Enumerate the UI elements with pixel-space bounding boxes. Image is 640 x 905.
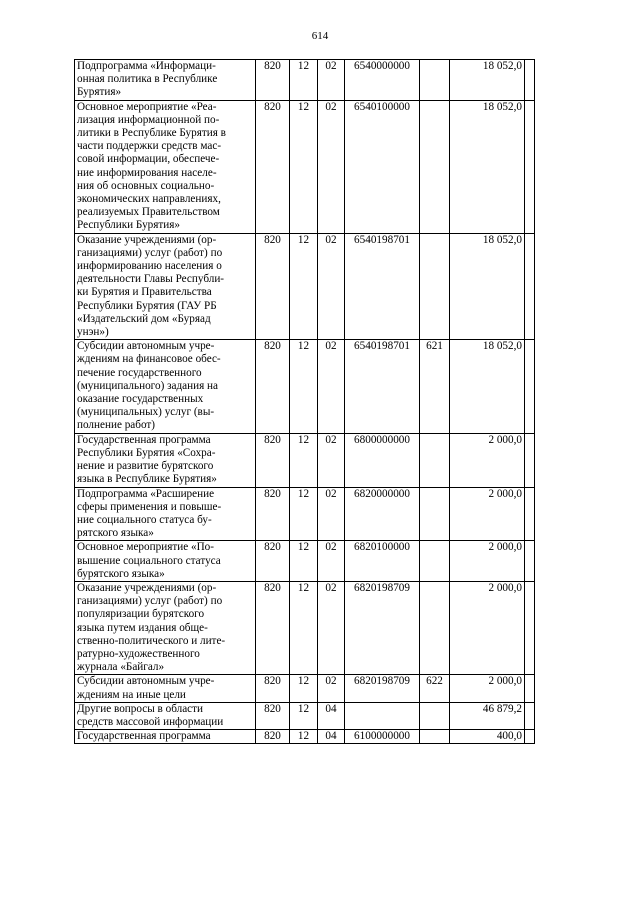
section-cell: 12 [290,340,318,433]
subsection-cell: 02 [318,433,345,487]
amount-cell: 2 000,0 [450,541,525,582]
spacer-cell [525,60,535,101]
target-article-cell [345,702,420,729]
table-row [75,233,535,340]
grbs-cell: 820 [256,433,290,487]
grbs-cell: 820 [256,233,290,340]
subsection-cell: 02 [318,541,345,582]
spacer-cell [525,340,535,433]
target-article-cell: 6820198709 [345,675,420,702]
section-cell: 12 [290,487,318,541]
grbs-cell: 820 [256,702,290,729]
section-cell: 12 [290,100,318,233]
table-row [75,433,535,487]
section-cell: 12 [290,60,318,101]
expense-type-cell [420,730,450,744]
expense-type-cell [420,581,450,674]
subsection-cell: 02 [318,233,345,340]
expense-type-cell [420,100,450,233]
amount-cell: 18 052,0 [450,100,525,233]
table-row [75,340,535,433]
spacer-cell [525,675,535,702]
grbs-cell: 820 [256,60,290,101]
grbs-cell: 820 [256,675,290,702]
section-cell: 12 [290,702,318,729]
grbs-cell: 820 [256,730,290,744]
row-name-cell: Субсидии автономным учре- ждениям на иные цели [75,675,256,702]
row-name-cell: Основное мероприятие «По- вышение социального статуса бурятского языка» [75,541,256,582]
grbs-cell: 820 [256,100,290,233]
amount-cell: 2 000,0 [450,487,525,541]
spacer-cell [525,487,535,541]
table-row [75,702,535,729]
subsection-cell: 02 [318,340,345,433]
row-name-cell: Основное мероприятие «Реа- лизация информационной по- литики в Республике Бурятия в части поддержки средств мас- совой информации, обеспече- ние информирования населе- ния об основных социально- экономических направлениях, реализуемых Правительством Республики Бурятия» [75,100,256,233]
subsection-cell: 02 [318,581,345,674]
spacer-cell [525,433,535,487]
budget-table-body [75,60,535,744]
subsection-cell: 02 [318,60,345,101]
spacer-cell [525,730,535,744]
target-article-cell: 6540198701 [345,233,420,340]
amount-cell: 2 000,0 [450,675,525,702]
amount-cell: 18 052,0 [450,60,525,101]
amount-cell: 18 052,0 [450,233,525,340]
grbs-cell: 820 [256,340,290,433]
subsection-cell: 02 [318,675,345,702]
spacer-cell [525,541,535,582]
subsection-cell: 02 [318,100,345,233]
row-name-cell: Подпрограмма «Расширение сферы применения и повыше- ние социального статуса бу- рятского языка» [75,487,256,541]
subsection-cell: 04 [318,702,345,729]
section-cell: 12 [290,581,318,674]
table-row [75,541,535,582]
target-article-cell: 6820000000 [345,487,420,541]
row-name-cell: Государственная программа Республики Бурятия «Сохра- нение и развитие бурятского языка в Республике Бурятия» [75,433,256,487]
grbs-cell: 820 [256,541,290,582]
expense-type-cell [420,541,450,582]
table-row [75,730,535,744]
expense-type-cell [420,233,450,340]
target-article-cell: 6820198709 [345,581,420,674]
grbs-cell: 820 [256,487,290,541]
section-cell: 12 [290,730,318,744]
row-name-cell: Оказание учреждениями (ор- ганизациями) услуг (работ) по популяризации бурятского языка путем издания обще- ственно-политического и лите- ратурно-художественного журнала «Байгал» [75,581,256,674]
spacer-cell [525,581,535,674]
amount-cell: 400,0 [450,730,525,744]
section-cell: 12 [290,675,318,702]
expense-type-cell [420,433,450,487]
target-article-cell: 6540000000 [345,60,420,101]
table-row [75,100,535,233]
target-article-cell: 6100000000 [345,730,420,744]
row-name-cell: Государственная программа [75,730,256,744]
page-number: 614 [311,30,329,42]
spacer-cell [525,233,535,340]
subsection-cell: 04 [318,730,345,744]
section-cell: 12 [290,433,318,487]
target-article-cell: 6540100000 [345,100,420,233]
section-cell: 12 [290,541,318,582]
expense-type-cell [420,487,450,541]
expense-type-cell [420,60,450,101]
row-name-cell: Подпрограмма «Информаци- онная политика в Республике Бурятия» [75,60,256,101]
budget-table [74,59,535,744]
target-article-cell: 6540198701 [345,340,420,433]
table-row [75,60,535,101]
expense-type-cell [420,702,450,729]
spacer-cell [525,100,535,233]
row-name-cell: Оказание учреждениями (ор- ганизациями) услуг (работ) по информированию населения о деятельности Главы Республи- ки Бурятия и Правительства Республики Бурятия (ГАУ РБ «Издательский дом «Буряад унэн») [75,233,256,340]
subsection-cell: 02 [318,487,345,541]
row-name-cell: Субсидии автономным учре- ждениям на финансовое обес- печение государственного (муниципального) задания на оказание государственных (муниципальных) услуг (вы- полнение работ) [75,340,256,433]
row-name-cell: Другие вопросы в области средств массовой информации [75,702,256,729]
amount-cell: 2 000,0 [450,433,525,487]
amount-cell: 18 052,0 [450,340,525,433]
grbs-cell: 820 [256,581,290,674]
spacer-cell [525,702,535,729]
section-cell: 12 [290,233,318,340]
amount-cell: 2 000,0 [450,581,525,674]
amount-cell: 46 879,2 [450,702,525,729]
expense-type-cell: 622 [420,675,450,702]
expense-type-cell: 621 [420,340,450,433]
table-row [75,675,535,702]
target-article-cell: 6820100000 [345,541,420,582]
table-row [75,487,535,541]
table-row [75,581,535,674]
target-article-cell: 6800000000 [345,433,420,487]
